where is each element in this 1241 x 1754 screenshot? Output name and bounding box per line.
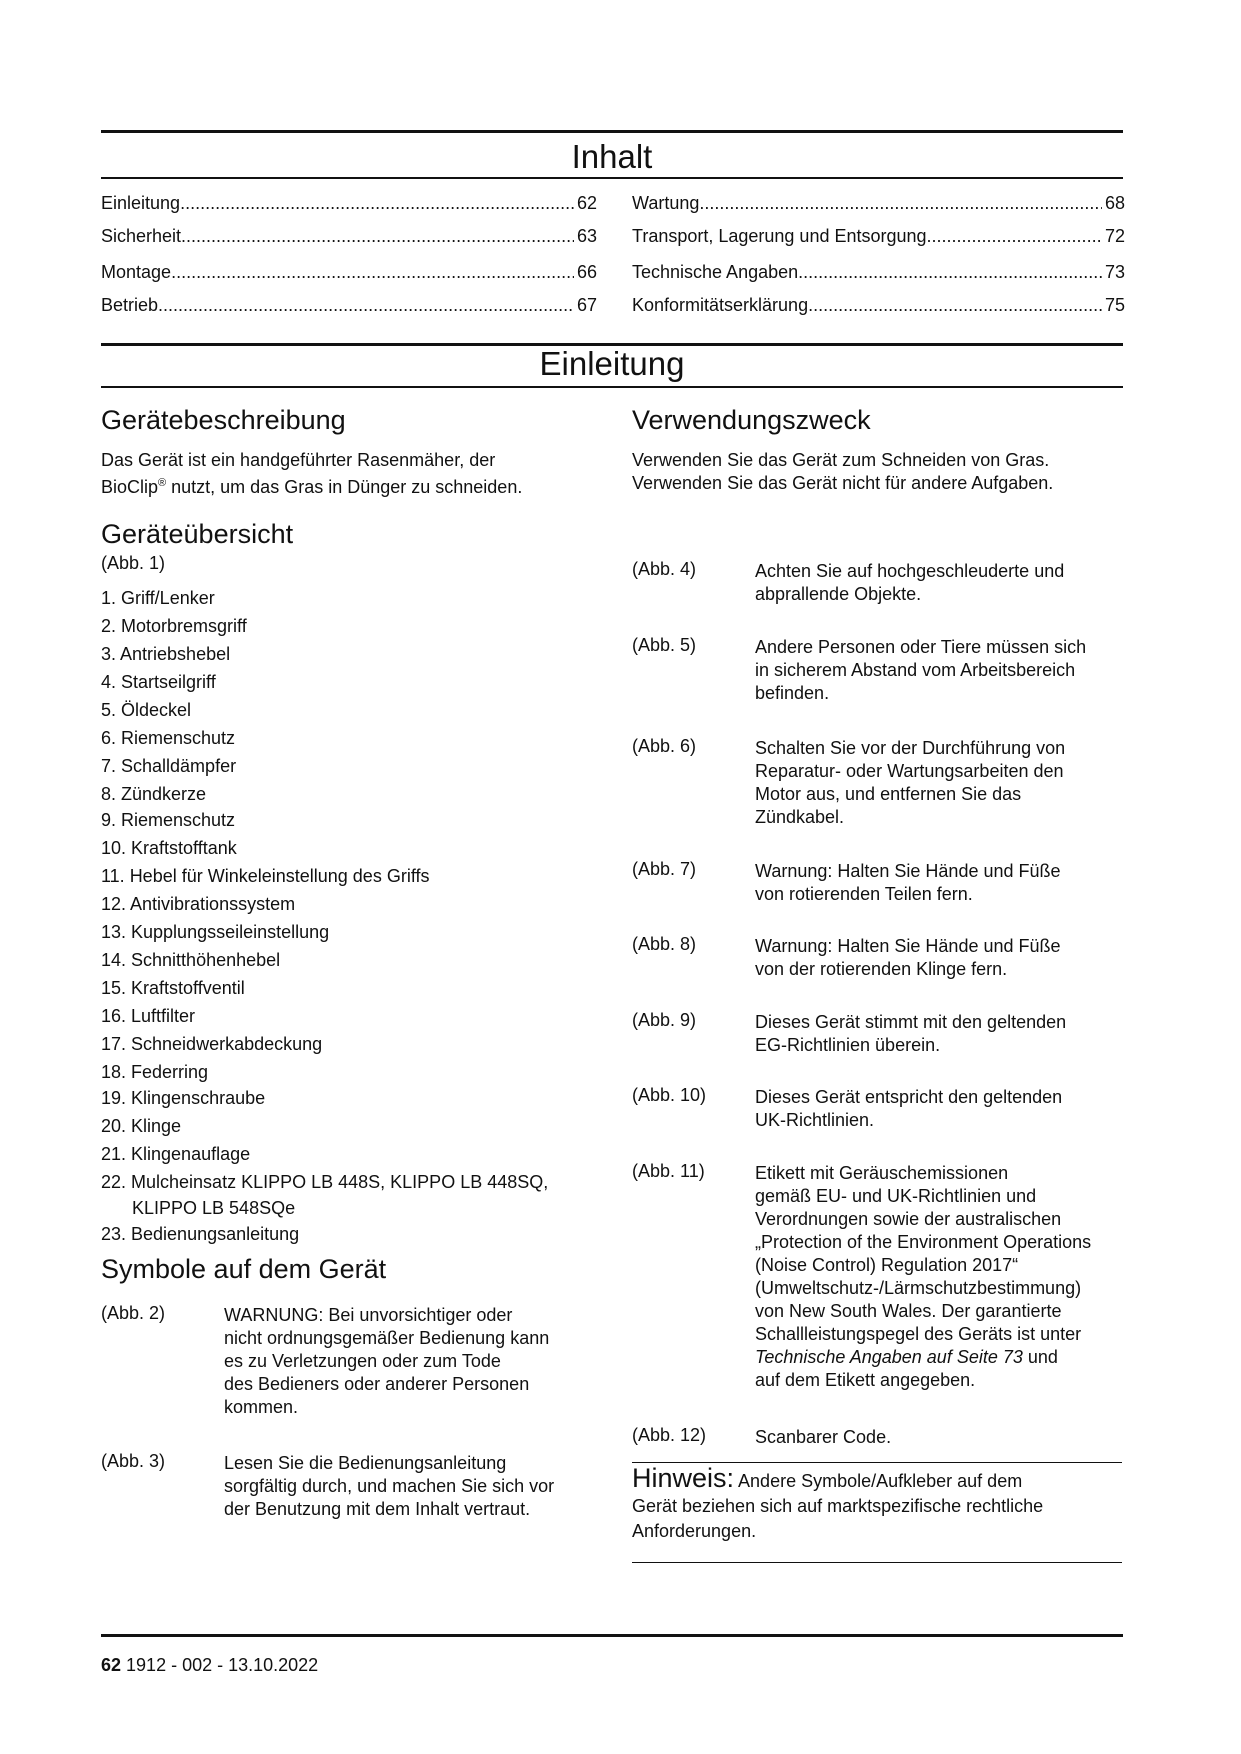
- overview-list-item: 4. Startseilgriff: [101, 672, 216, 692]
- symbol-description: Warnung: Halten Sie Hände und Füße von rotierenden Teilen fern.: [755, 861, 1061, 904]
- footer-rule: [101, 1634, 1123, 1637]
- overview-list-item: 14. Schnitthöhenhebel: [101, 950, 281, 970]
- overview-list-item: 6. Riemenschutz: [101, 728, 236, 748]
- figure-ref: (Abb. 5): [632, 635, 697, 655]
- figure-ref: (Abb. 6): [632, 736, 697, 756]
- overview-list-item: 12. Antivibrationssystem: [101, 894, 296, 914]
- note-bottom-rule: [632, 1562, 1122, 1563]
- symbol-description: WARNUNG: Bei unvorsichtiger oder nicht ordnungsgemäßer Bedienung kann es zu Verletzungen oder zum Tode des Bedieners oder anderer Personen kommen.: [224, 1305, 550, 1417]
- toc-entry[interactable]: Wartung ..... 68: [632, 192, 1125, 214]
- symbol-description: Schalten Sie vor der Durchführung von Reparatur- oder Wartungsarbeiten den Motor aus, und entfernen Sie das Zündkabel.: [755, 738, 1066, 827]
- overview-list-item: 21. Klingenauflage: [101, 1144, 251, 1164]
- overview-list-item: 11. Hebel für Winkeleinstellung des Griffs: [101, 866, 430, 886]
- toc-entry[interactable]: Technische Angaben ..... 73: [632, 261, 1125, 283]
- overview-list-item: 13. Kupplungsseileinstellung: [101, 922, 330, 942]
- overview-list-item: 7. Schalldämpfer: [101, 756, 237, 776]
- footer: [101, 1655, 318, 1676]
- figure-ref: (Abb. 10): [632, 1085, 707, 1105]
- figure-ref: (Abb. 12): [632, 1425, 707, 1445]
- symbol-description: Dieses Gerät entspricht den geltenden UK-Richtlinien.: [755, 1087, 1063, 1130]
- toc-title: Inhalt: [571, 138, 653, 175]
- symbol-description: Achten Sie auf hochgeschleuderte und abprallende Objekte.: [755, 561, 1065, 604]
- document-info: 1912 - 002 - 13.10.2022: [121, 1655, 319, 1675]
- toc-entry[interactable]: Montage ..... 66: [101, 261, 597, 283]
- overview-list-item: 9. Riemenschutz: [101, 810, 236, 830]
- overview-list-item: 20. Klinge: [101, 1116, 182, 1136]
- symbols-heading: Symbole auf dem Gerät: [101, 1254, 387, 1284]
- symbol-description: Etikett mit Geräuschemissionen gemäß EU- und UK-Richtlinien und Verordnungen sowie der australischen „Protection of the Environment Operations (Noise Control) Regulation 2017“ (Umweltschutz-/Lärmschutzbestimmung) von New South Wales. Der garantierte Schallleistungspegel des Geräts ist unter Technische Angaben auf Seite 73 und auf dem Etikett angegeben.: [755, 1163, 1092, 1390]
- overview-list-item: 2. Motorbremsgriff: [101, 616, 247, 636]
- overview-list-item: 18. Federring: [101, 1062, 209, 1082]
- overview-list-item: 15. Kraftstoffventil: [101, 978, 245, 998]
- figure-ref: (Abb. 3): [101, 1451, 166, 1471]
- figure-ref: (Abb. 11): [632, 1161, 705, 1181]
- toc-entry[interactable]: Einleitung ..... 62: [101, 192, 597, 214]
- figure-ref: (Abb. 7): [632, 859, 697, 879]
- symbol-description: Lesen Sie die Bedienungsanleitung sorgfältig durch, und machen Sie sich vor der Benutzung mit dem Inhalt vertraut.: [224, 1453, 555, 1519]
- overview-list-item: 3. Antriebshebel: [101, 644, 231, 664]
- toc-title-rule: [101, 177, 1123, 179]
- page-number: 62: [101, 1655, 122, 1675]
- overview-list-item: 19. Klingenschraube: [101, 1088, 266, 1108]
- figure-ref: (Abb. 4): [632, 559, 697, 579]
- overview-list-item: 22. Mulcheinsatz KLIPPO LB 448S, KLIPPO LB 448SQ,: [101, 1172, 549, 1192]
- toc-entry[interactable]: Konformitätserklärung ..... 75: [632, 294, 1125, 316]
- figure-ref: (Abb. 8): [632, 934, 697, 954]
- toc-entry[interactable]: Sicherheit ..... 63: [101, 225, 597, 247]
- symbol-description: Andere Personen oder Tiere müssen sich in sicherem Abstand vom Arbeitsbereich befinden.: [755, 637, 1087, 703]
- device-description-heading: Gerätebeschreibung: [101, 405, 346, 435]
- note-label: Hinweis:: [632, 1463, 735, 1493]
- overview-list-item: KLIPPO LB 548SQe: [132, 1198, 296, 1218]
- intended-use-heading: Verwendungszweck: [632, 405, 871, 435]
- symbol-description: Dieses Gerät stimmt mit den geltenden EG-Richtlinien überein.: [755, 1012, 1067, 1055]
- note-box: Hinweis: Andere Symbole/Aufkleber auf dem Gerät beziehen sich auf marktspezifische rechtliche Anforderungen.: [632, 1463, 1044, 1541]
- section-title-rule: [101, 386, 1123, 388]
- overview-list-item: 5. Öldeckel: [101, 700, 192, 720]
- figure-ref: (Abb. 2): [101, 1303, 166, 1323]
- overview-figure-ref: (Abb. 1): [101, 553, 166, 573]
- symbol-description: Warnung: Halten Sie Hände und Füße von der rotierenden Klinge fern.: [755, 936, 1061, 979]
- device-description-text: Das Gerät ist ein handgeführter Rasenmäher, der BioClip® nutzt, um das Gras in Dünger zu schneiden.: [101, 450, 523, 497]
- overview-list-item: 10. Kraftstofftank: [101, 838, 237, 858]
- cross-reference-link[interactable]: Technische Angaben auf Seite 73: [755, 1347, 1023, 1367]
- overview-heading: Geräteübersicht: [101, 519, 294, 549]
- overview-list-item: 17. Schneidwerkabdeckung: [101, 1034, 323, 1054]
- symbol-description: Scanbarer Code.: [755, 1427, 892, 1447]
- overview-list-item: 1. Griff/Lenker: [101, 588, 215, 608]
- overview-list-item: 8. Zündkerze: [101, 784, 207, 804]
- section-title: Einleitung: [539, 345, 685, 382]
- overview-list-item: 23. Bedienungsanleitung: [101, 1224, 300, 1244]
- overview-list-item: 16. Luftfilter: [101, 1006, 196, 1026]
- toc-entry[interactable]: Betrieb ..... 67: [101, 294, 597, 316]
- top-rule: [101, 130, 1123, 133]
- toc-entry[interactable]: Transport, Lagerung und Entsorgung ..... 72: [632, 225, 1125, 247]
- intended-use-text: Verwenden Sie das Gerät zum Schneiden von Gras. Verwenden Sie das Gerät nicht für andere Aufgaben.: [632, 450, 1054, 493]
- figure-ref: (Abb. 9): [632, 1010, 697, 1030]
